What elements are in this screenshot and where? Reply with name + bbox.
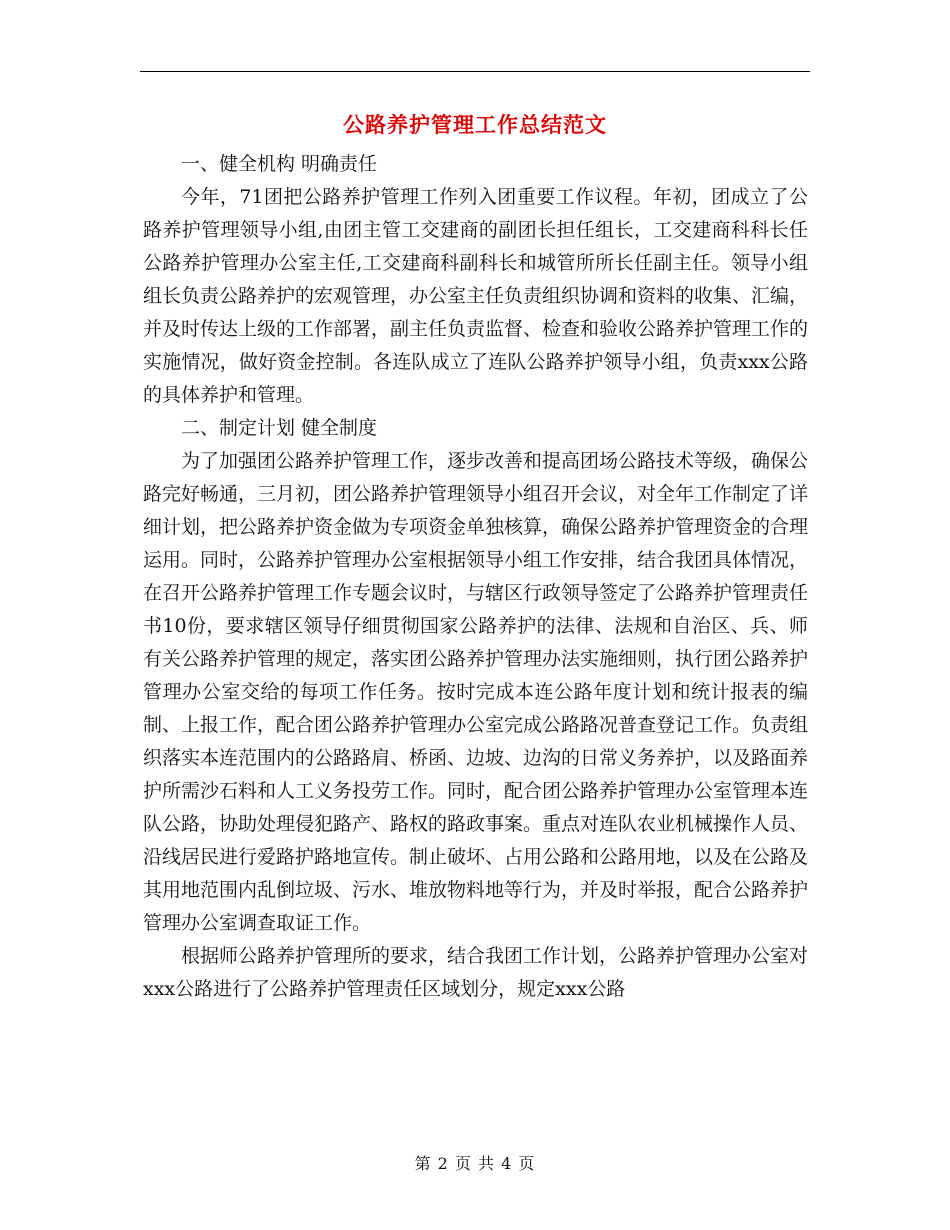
page-footer: 第 2 页 共 4 页 <box>414 1154 536 1173</box>
header-rule <box>140 71 810 72</box>
document-title: 公路养护管理工作总结范文 <box>343 112 607 137</box>
document-body <box>143 148 808 1006</box>
section-heading-2: 二、制定计划 健全制度 <box>181 417 378 439</box>
section-heading-1: 一、健全机构 明确责任 <box>181 153 378 175</box>
paragraph-2: 为了加强团公路养护管理工作，逐步改善和提高团场公路技术等级，确保公路完好畅通，三月初，团公路养护管理领导小组召开会议，对全年工作制定了详细计划，把公路养护资金做为专项资金单独核算，确保公路养护管理资金的合理运用。同时，公路养护管理办公室根据领导小组工作安排，结合我团具体情况，在召开公路养护管理工作专题会议时，与辖区行政领导签定了公路养护管理责任书10份，要求辖区领导仔细贯彻国家公路养护的法律、法规和自治区、兵、师有关公路养护管理的规定，落实团公路养护管理办法实施细则，执行团公路养护管理办公室交给的每项工作任务。按时完成本连公路年度计划和统计报表的编制、上报工作，配合团公路养护管理办公室完成公路路况普查登记工作。负责组织落实本连范围内的公路路肩、桥函、边坡、边沟的日常义务养护，以及路面养护所需沙石料和人工义务投劳工作。同时，配合团公路养护管理办公室管理本连队公路，协助处理侵犯路产、路权的路政事案。重点对连队农业机械操作人员、沿线居民进行爱路护路地宣传。制止破坏、占用公路和公路用地，以及在公路及其用地范围内乱倒垃圾、污水、堆放物料地等行为，并及时举报，配合公路养护管理办公室调查取证工作。 <box>143 450 809 934</box>
paragraph-3: 根据师公路养护管理所的要求，结合我团工作计划，公路养护管理办公室对xxx公路进行了公路养护管理责任区域划分，规定xxx公路 <box>143 945 809 1000</box>
paragraph-1: 今年，71团把公路养护管理工作列入团重要工作议程。年初，团成立了公路养护管理领导小组,由团主管工交建商的副团长担任组长，工交建商科科长任公路养护管理办公室主任,工交建商科副科长和城管所所长任副主任。领导小组组长负责公路养护的宏观管理，办公室主任负责组织协调和资料的收集、汇编，并及时传达上级的工作部署，副主任负责监督、检查和验收公路养护管理工作的实施情况，做好资金控制。各连队成立了连队公路养护领导小组，负责xxx公路的具体养护和管理。 <box>143 186 809 406</box>
